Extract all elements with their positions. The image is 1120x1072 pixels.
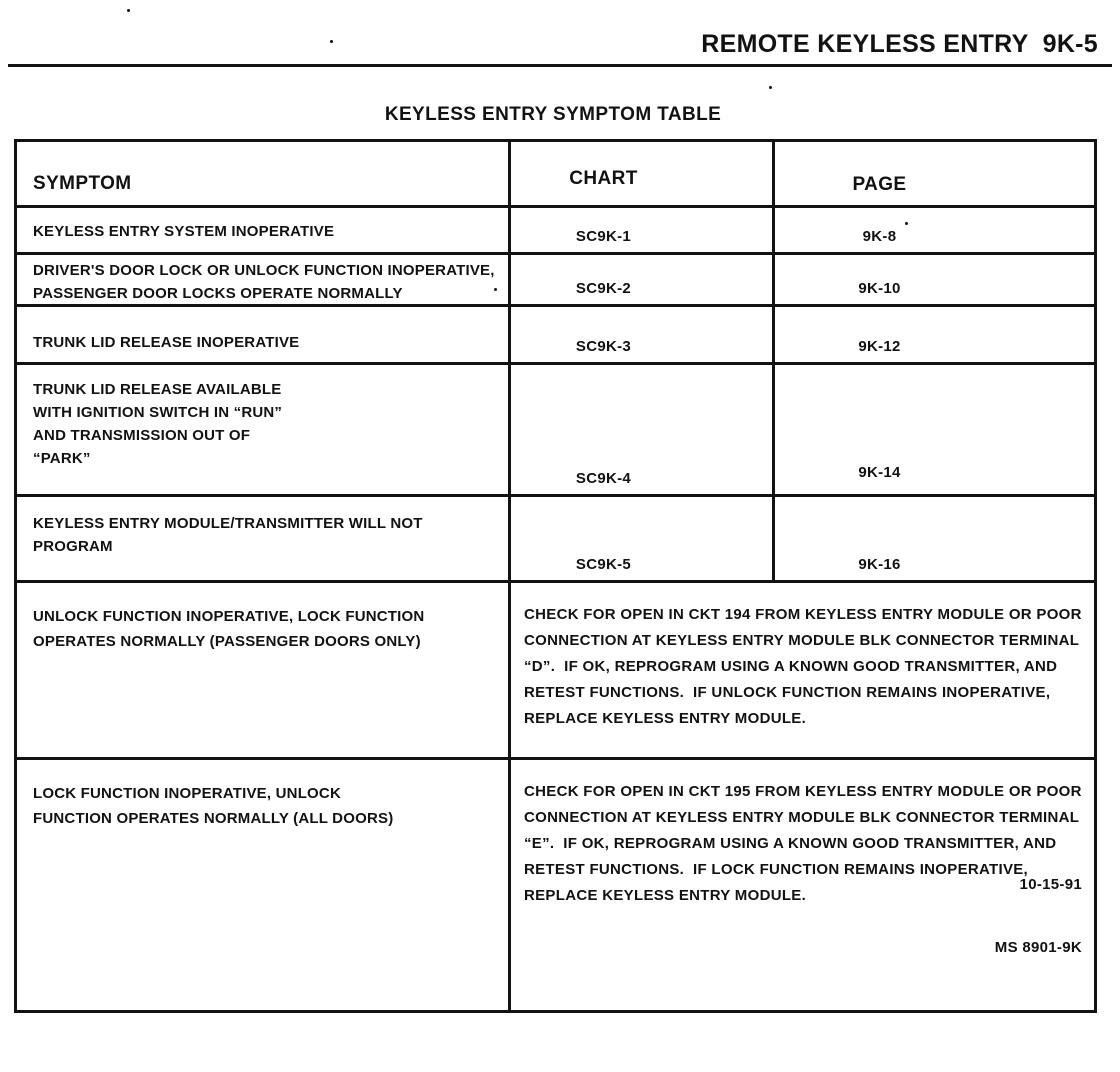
action-text: CHECK FOR OPEN IN CKT 195 FROM KEYLESS ENTRY MODULE OR POOR CONNECTION AT KEYLESS ENTRY MODULE BLK CONNECTOR TERMINAL “E”. IF OK, REPROGRAM USING A KNOWN GOOD TRANSMITTER, AND RETEST FUNCTIONS. IF LOCK FUNCTION REMAINS INOPERATIVE, REPLACE KEYLESS ENTRY MODULE. [524,783,1082,904]
page-header-title: REMOTE KEYLESS ENTRY 9K-5 [701,30,1098,58]
scan-speck [905,222,908,225]
action-cell: CHECK FOR OPEN IN CKT 194 FROM KEYLESS ENTRY MODULE OR POOR CONNECTION AT KEYLESS ENTRY MODULE BLK CONNECTOR TERMINAL “D”. IF OK, REPROGRAM USING A KNOWN GOOD TRANSMITTER, AND RETEST FUNCTIONS. IF UNLOCK FUNCTION REMAINS INOPERATIVE, REPLACE KEYLESS ENTRY MODULE. [511,583,1094,760]
action-cell [511,760,1094,1010]
footer-date: 10-15-91 [1019,876,1082,893]
page-cell: 9K-8 [775,208,1094,255]
scan-speck [127,9,130,12]
scan-speck [330,40,333,43]
chart-cell: SC9K-5 [511,497,775,583]
chart-cell: SC9K-1 [511,208,775,255]
chart-cell: SC9K-4 [511,365,775,497]
page-cell: 9K-10 [775,255,1094,307]
footer-doc-number: MS 8901-9K [994,939,1082,956]
symptom-cell: LOCK FUNCTION INOPERATIVE, UNLOCK FUNCTION OPERATES NORMALLY (ALL DOORS) [17,760,511,1010]
symptom-cell: DRIVER'S DOOR LOCK OR UNLOCK FUNCTION INOPERATIVE, PASSENGER DOOR LOCKS OPERATE NORMALLY [17,255,511,307]
symptom-cell: KEYLESS ENTRY SYSTEM INOPERATIVE [17,208,511,255]
column-header-chart: CHART [511,142,775,208]
symptom-cell: UNLOCK FUNCTION INOPERATIVE, LOCK FUNCTION OPERATES NORMALLY (PASSENGER DOORS ONLY) [17,583,511,760]
chart-cell: SC9K-3 [511,307,775,365]
chart-cell: SC9K-2 [511,255,775,307]
page-cell: 9K-14 [775,365,1094,497]
symptom-cell: TRUNK LID RELEASE INOPERATIVE [17,307,511,365]
scan-speck [769,86,772,89]
page-cell: 9K-12 [775,307,1094,365]
scan-speck [494,288,497,291]
table-footer [995,832,1082,1000]
symptom-cell: TRUNK LID RELEASE AVAILABLE WITH IGNITION SWITCH IN “RUN” AND TRANSMISSION OUT OF “PARK” [17,365,511,497]
table-title: KEYLESS ENTRY SYMPTOM TABLE [384,104,722,125]
page-cell: 9K-16 [775,497,1094,583]
column-header-symptom: SYMPTOM [17,142,511,208]
symptom-table [14,139,1097,1013]
header-rule [8,64,1112,67]
column-header-page: PAGE [775,142,1094,208]
symptom-cell: KEYLESS ENTRY MODULE/TRANSMITTER WILL NOT PROGRAM [17,497,511,583]
